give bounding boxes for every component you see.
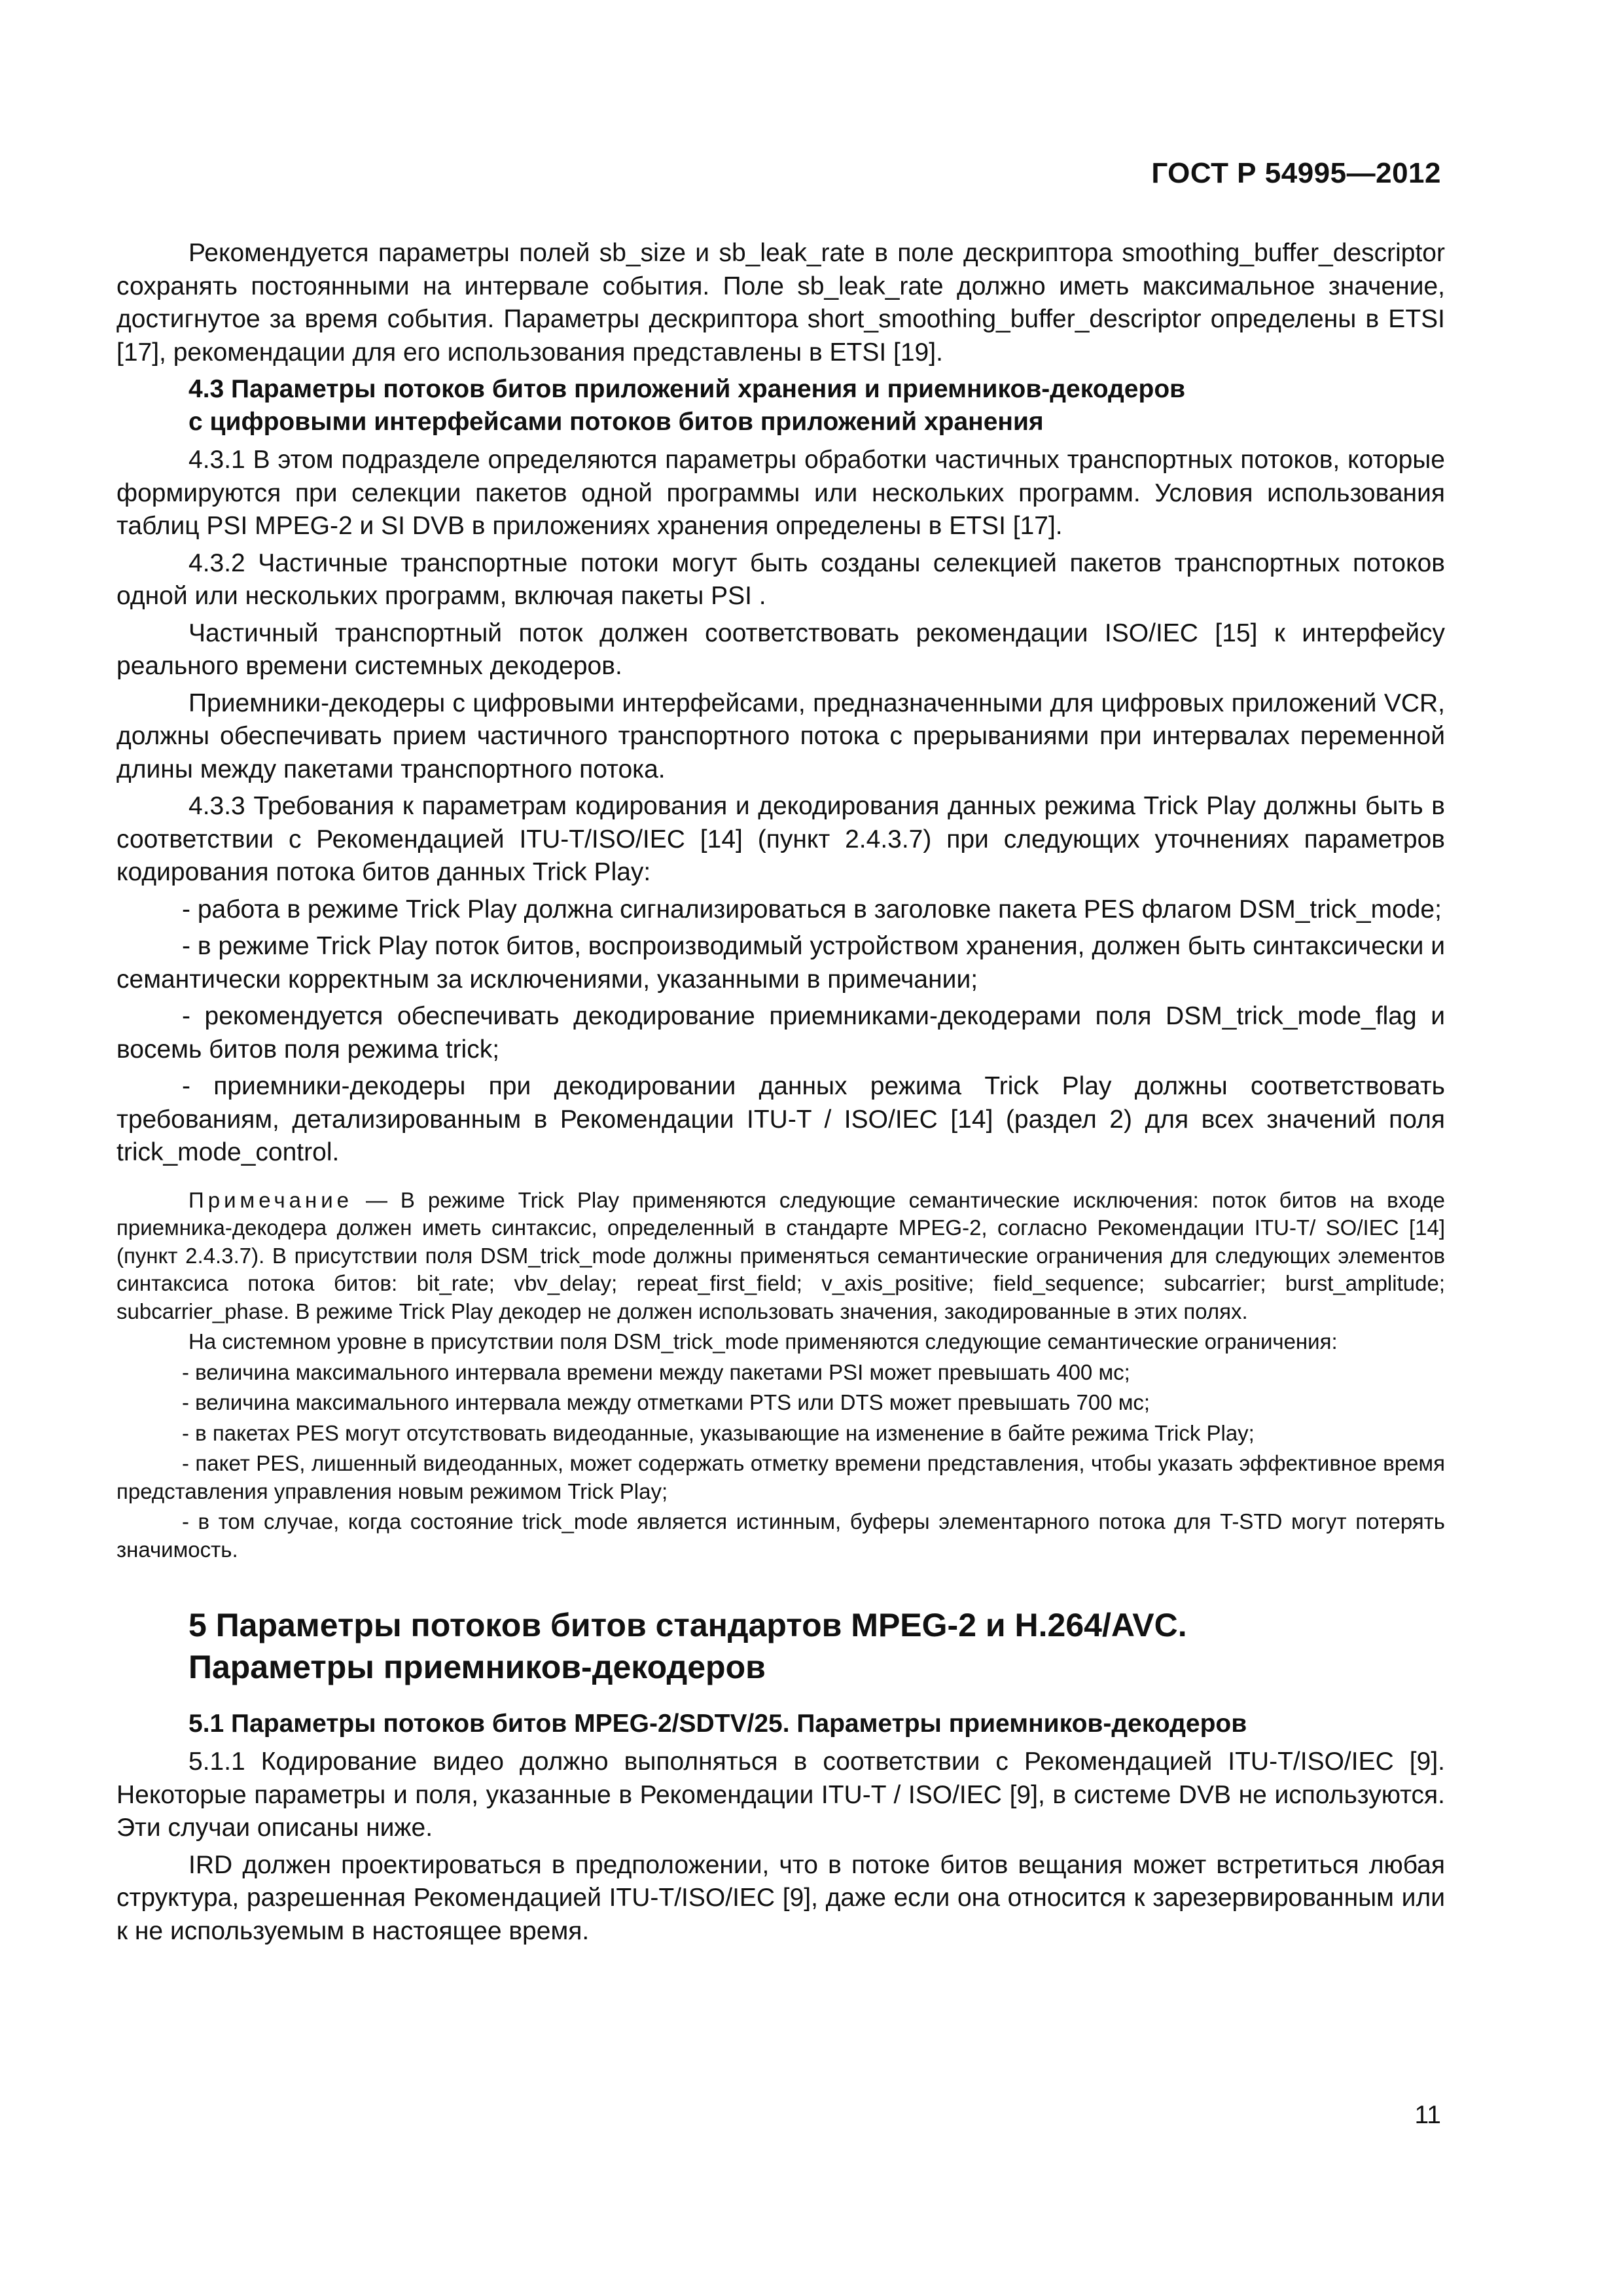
chapter-5-heading-line1: 5 Параметры потоков битов стандартов MPEG-2 и H.264/AVC.: [188, 1607, 1187, 1643]
paragraph-receivers: Приемники-декодеры с цифровыми интерфейсами, предназначенными для цифровых приложений VCR, должны обеспечивать прием частичного транспортного потока с прерываниями при интервалах переменной длины между пакетами транспортного потока.: [116, 689, 1445, 783]
paragraph-partial-stream: Частичный транспортный поток должен соответствовать рекомендации ISO/IEC [15] к интерфейсу реального времени системных декодеров.: [116, 619, 1445, 680]
list-item: - в режиме Trick Play поток битов, воспроизводимый устройством хранения, должен быть синтаксически и семантически корректным за исключениями, указанными в примечании;: [116, 932, 1445, 994]
section-4-3-heading: [116, 373, 1445, 439]
note-label: Примечание: [188, 1187, 353, 1212]
paragraph-4-3-2: 4.3.2 Частичные транспортные потоки могут быть созданы селекцией пакетов транспортных потоков одной или нескольких программ, включая пакеты PSI .: [116, 548, 1445, 610]
note-list-item: - в том случае, когда состояние trick_mode является истинным, буферы элементарного потока для T-STD могут потерять значимость.: [116, 1509, 1445, 1562]
paragraph-4-3-3: 4.3.3 Требования к параметрам кодирования и декодирования данных режима Trick Play должны быть в соответствии с Рекомендацией ITU-T/ISO/IEC [14] (пункт 2.4.3.7) при следующих уточнениях параметров кодирования потока битов данных Trick Play:: [116, 792, 1445, 886]
list-item: - рекомендуется обеспечивать декодирование приемниками-декодерами поля DSM_trick_mode_flag и восемь битов поля режима trick;: [116, 1002, 1445, 1064]
list-item: - работа в режиме Trick Play должна сигнализироваться в заголовке пакета PES флагом DSM_trick_mode;: [182, 895, 1442, 924]
note-block: [116, 1187, 1445, 1564]
note-paragraph: [116, 1187, 1445, 1326]
note-list-item: - величина максимального интервала между отметками PTS или DTS может превышать 700 мс;: [182, 1390, 1150, 1414]
list-item: - приемники-декодеры при декодировании данных режима Trick Play должны соответствовать требованиям, детализированным в Рекомендации ITU-T / ISO/IEC [14] (раздел 2) для всех значений поля trick_mode_control.: [116, 1072, 1445, 1166]
document-body: [116, 237, 1445, 1952]
intro-paragraph: Рекомендуется параметры полей sb_size и sb_leak_rate в поле дескриптора smoothing_buffer_descriptor сохранять постоянными на интервале события. Поле sb_leak_rate должно иметь максимальное значение, достигнутое за время события. Параметры дескриптора short_smoothing_buffer_descriptor определены в ETSI [17], рекомендации для его использования представлены в ETSI [19].: [116, 239, 1445, 367]
section-4-3-heading-line2: с цифровыми интерфейсами потоков битов приложений хранения: [188, 408, 1044, 436]
section-5-1-heading: 5.1 Параметры потоков битов MPEG-2/SDTV/25. Параметры приемников-декодеров: [188, 1710, 1247, 1738]
chapter-5-heading-line2: Параметры приемников-декодеров: [188, 1649, 766, 1685]
note-list-item: - в пакетах PES могут отсутствовать видеоданные, указывающие на изменение в байте режима Trick Play;: [182, 1420, 1255, 1445]
note-list-item: - величина максимального интервала времени между пакетами PSI может превышать 400 мс;: [182, 1359, 1130, 1384]
paragraph-4-3-1: 4.3.1 В этом подразделе определяются параметры обработки частичных транспортных потоков, которые формируются при селекции пакетов одной программы или нескольких программ. Условия использования таблиц PSI MPEG-2 и SI DVB в приложениях хранения определены в ETSI [17].: [116, 446, 1445, 540]
note-list-item: - пакет PES, лишенный видеоданных, может содержать отметку времени представления, чтобы указать эффективное время представления управления новым режимом Trick Play;: [116, 1451, 1445, 1503]
paragraph-ird: IRD должен проектироваться в предположении, что в потоке битов вещания может встретиться любая структура, разрешенная Рекомендацией ITU-T/ISO/IEC [9], даже если она относится к зарезервированным или к не используемым в настоящее время.: [116, 1850, 1445, 1945]
paragraph-5-1-1: 5.1.1 Кодирование видео должно выполняться в соответствии с Рекомендацией ITU-T/ISO/IEC [9]. Некоторые параметры и поля, указанные в Рекомендации ITU-T / ISO/IEC [9], в системе DVB не используются. Эти случаи описаны ниже.: [116, 1748, 1445, 1842]
page-number: 11: [1414, 2101, 1441, 2129]
document-code: ГОСТ Р 54995—2012: [1151, 157, 1441, 189]
note-dash: —: [353, 1187, 401, 1212]
section-4-3-heading-line1: 4.3 Параметры потоков битов приложений хранения и приемников-декодеров: [188, 375, 1186, 403]
chapter-5-heading: [116, 1604, 1445, 1688]
note-text: В режиме Trick Play применяются следующие семантические исключения: поток битов на входе приемника-декодера должен иметь синтаксис, определенный в стандарте MPEG-2, согласно Рекомендации ITU-T/ SO/IEC [14] (пункт 2.4.3.7). В присутствии поля DSM_trick_mode должны применяться семантические ограничения для следующих элементов синтаксиса потока битов: bit_rate; vbv_delay; repeat_first_field; v_axis_positive; field_sequence; subcarrier; burst_amplitude; subcarrier_phase. В режиме Trick Play декодер не должен использовать значения, закодированные в этих полях.: [116, 1187, 1446, 1323]
note-system-level: На системном уровне в присутствии поля DSM_trick_mode применяются следующие семантические ограничения:: [188, 1329, 1338, 1354]
